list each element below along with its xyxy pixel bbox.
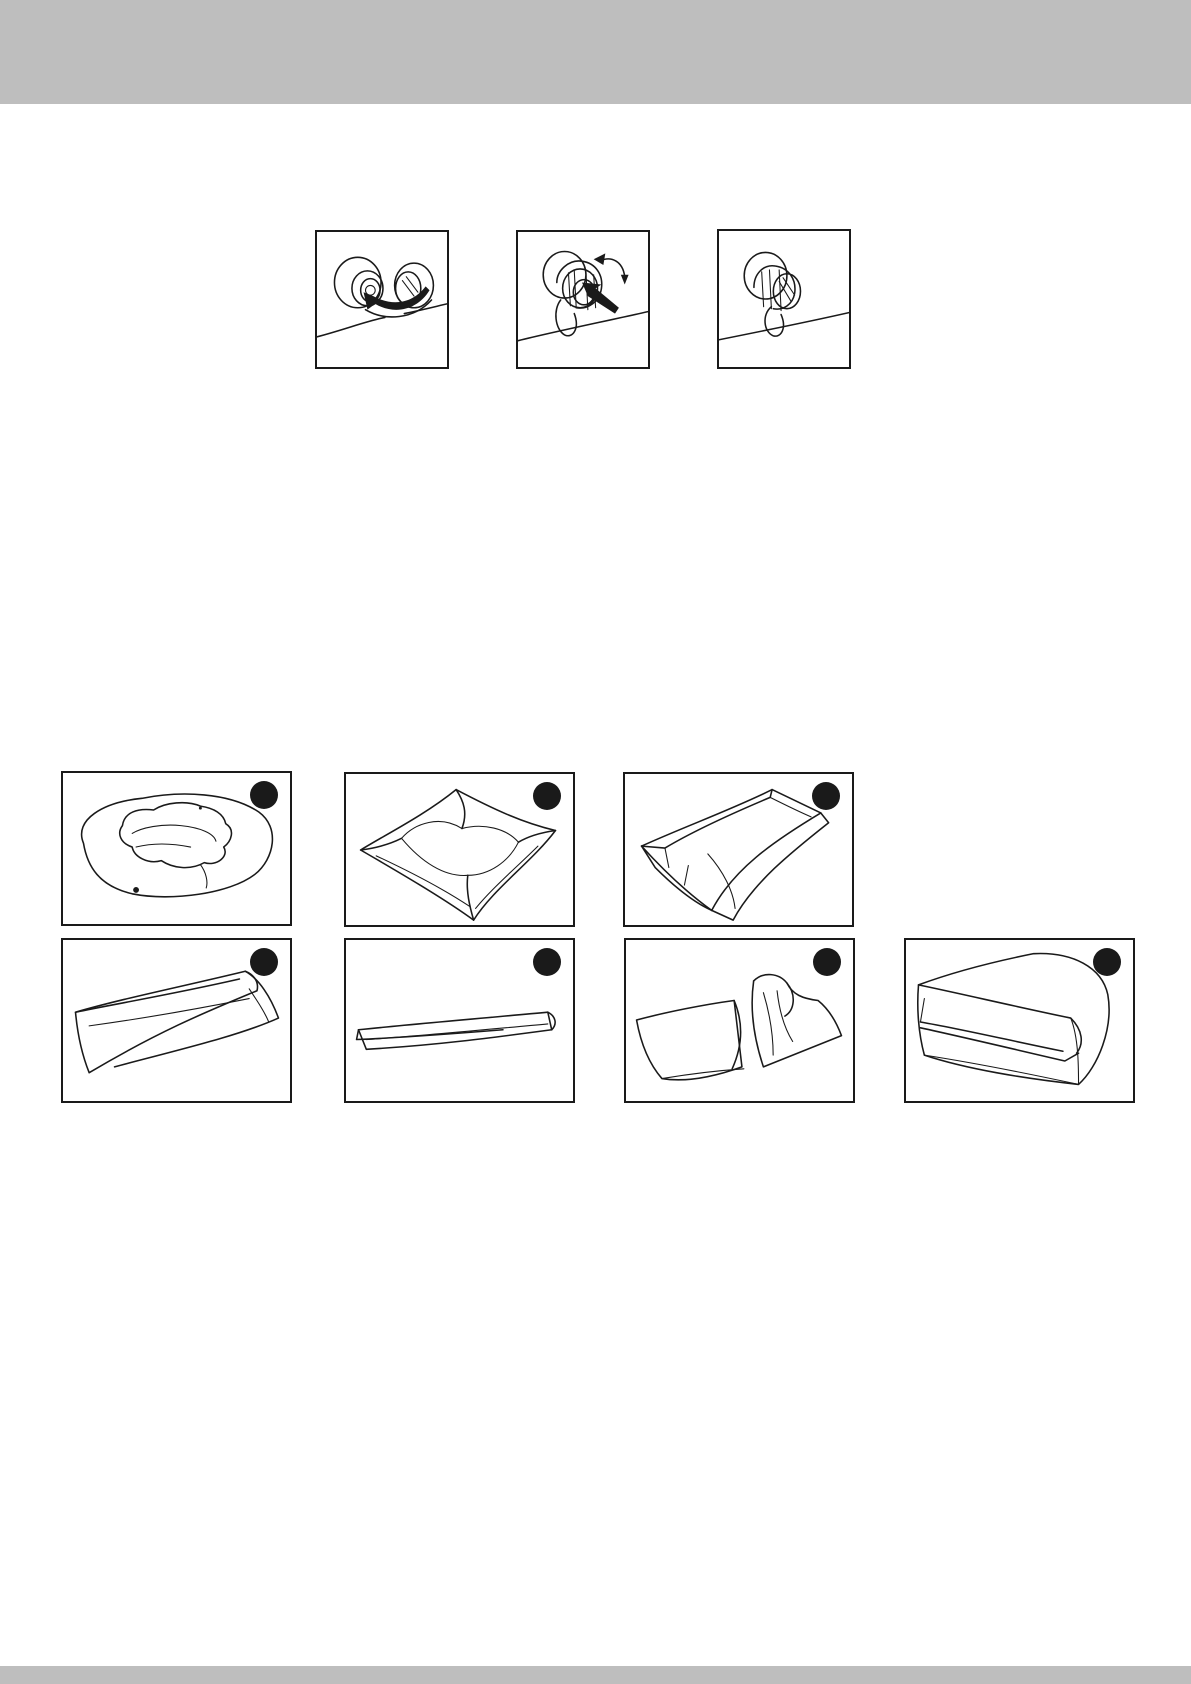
footer-band [0,1666,1191,1684]
fold-step-7-panel [904,938,1135,1103]
valve-cap-screw-icon [518,232,648,367]
valve-open-icon [317,232,447,367]
fold-step-6-panel [624,938,855,1103]
step-4-marker [250,948,278,976]
step-2-marker [533,782,561,810]
header-band [0,0,1191,104]
step-5-marker [533,948,561,976]
step-3-marker [812,782,840,810]
valve-step-2-panel [516,230,650,369]
fold-step-3-panel [623,772,854,927]
step-1-marker [250,781,278,809]
fold-step-4-panel [61,938,292,1103]
fold-step-5-panel [344,938,575,1103]
step-7-marker [1093,948,1121,976]
valve-step-1-panel [315,230,449,369]
valve-step-3-panel [717,229,851,369]
valve-closed-icon [719,231,849,367]
fold-step-2-panel [344,772,575,927]
fold-step-1-panel [61,771,292,926]
step-6-marker [813,948,841,976]
